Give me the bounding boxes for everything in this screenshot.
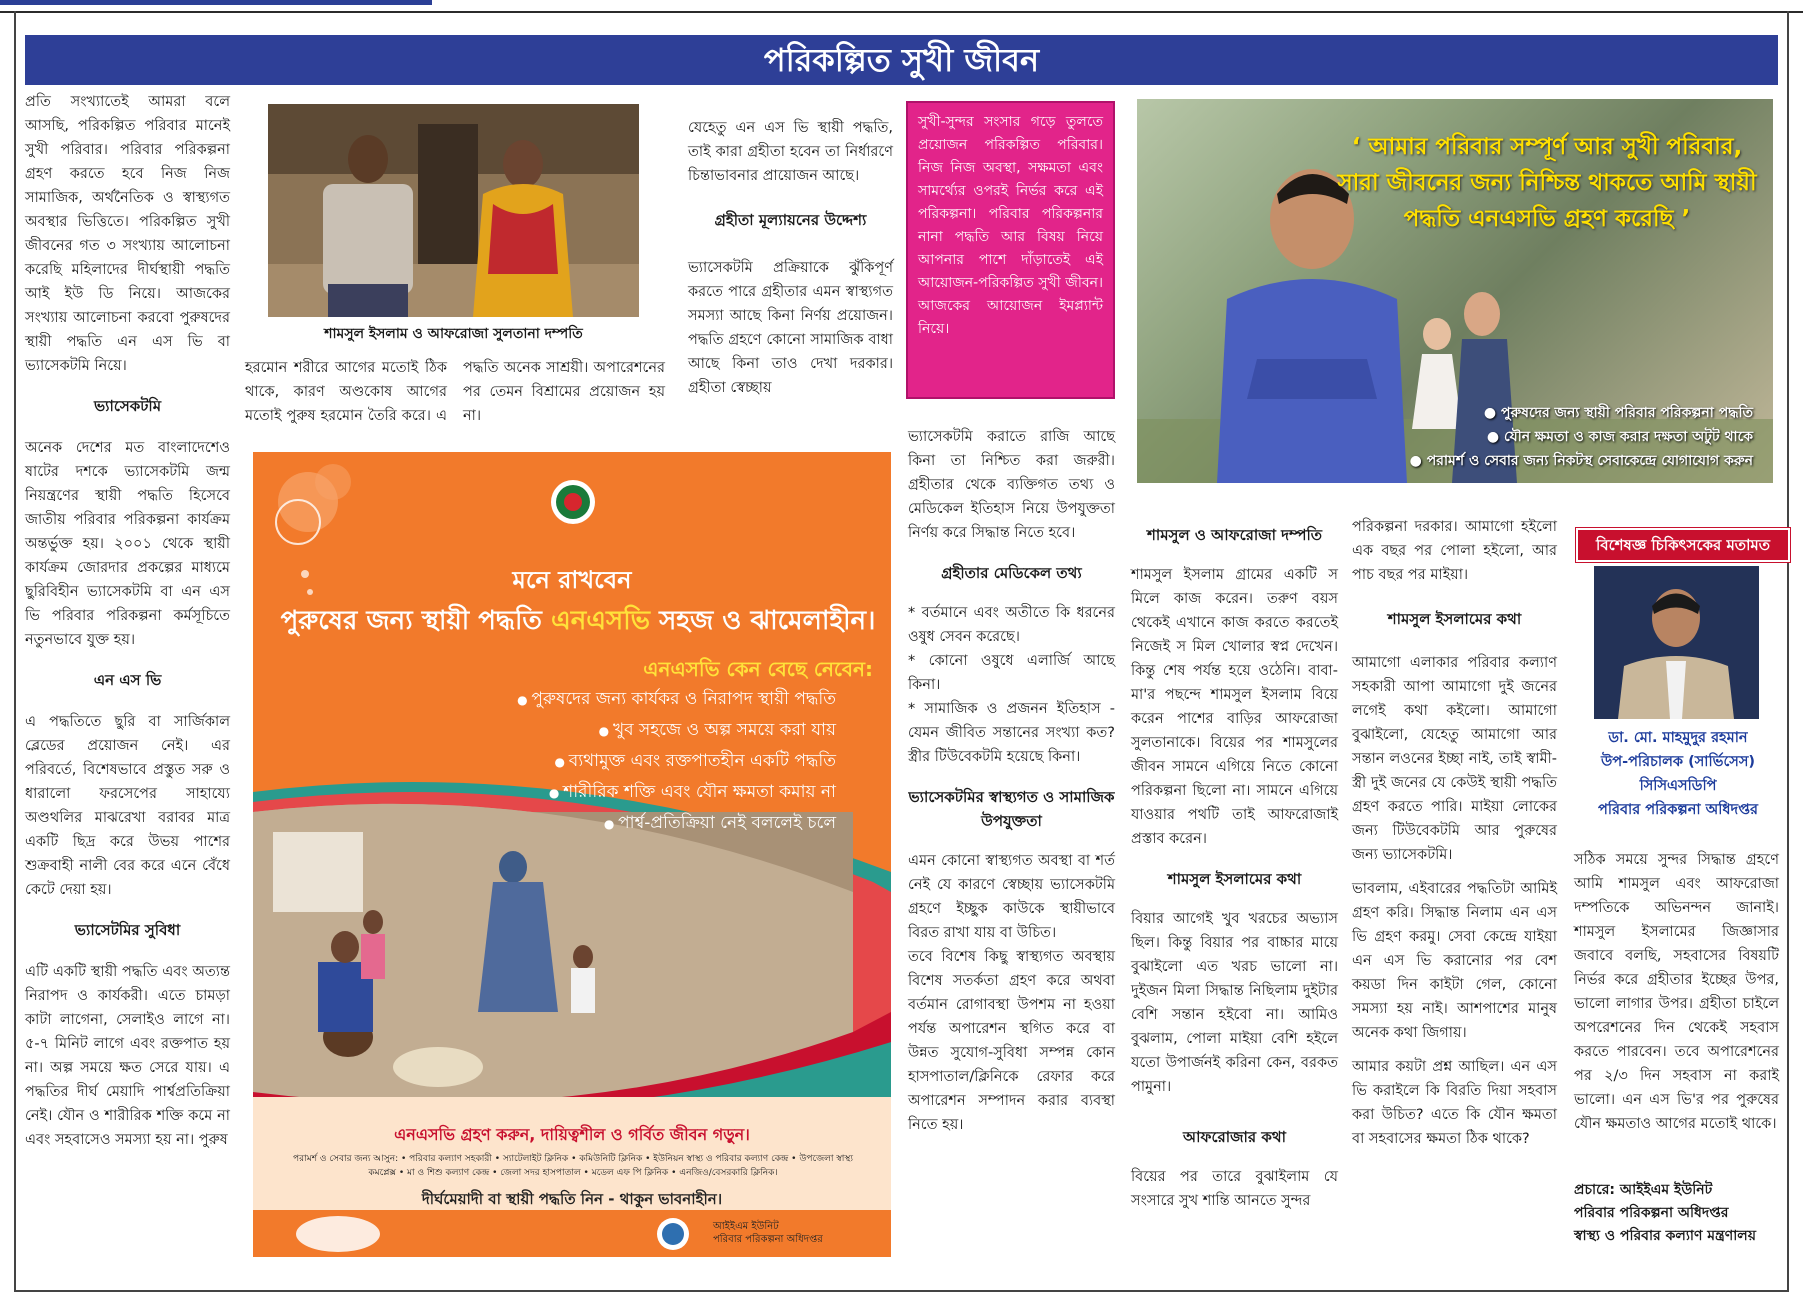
frame-right-rule <box>1787 11 1789 1292</box>
expert-photo <box>1594 566 1759 719</box>
consent-paragraph: ভ্যাসেকটমি করাতে রাজি আছে কিনা তা নিশ্চিত করা জরুরী। গ্রহীতার থেকে ব্যক্তিগত তথ্য ও মেডিকেল ইতিহাস নিয়ে উপযুক্ততা নির্ণয় করে সিদ্ধান্ত নিতে হবে। <box>908 429 1115 541</box>
afroza-paragraph: বিয়ের পর তারে বুঝাইলাম যে সংসারে সুখ শান্তি আনতে সুন্দর <box>1131 1169 1338 1209</box>
suitability-paragraph: এমন কোনো স্বাস্থ্যগত অবস্থা বা শর্ত নেই যে কারণে স্বেচ্ছায় ভ্যাসেকটমি গ্রহণে ইচ্ছুক কাউকে স্থায়ীভাবে বিরত রাখা যায় বা উচিত। <box>908 853 1115 941</box>
heading-shamsul-words-2: শামসুল ইসলামের কথা <box>1387 610 1522 628</box>
poster-headline-post: সহজ ও ঝামেলাহীন। <box>650 606 876 636</box>
column-6 <box>1352 515 1557 1151</box>
vasectomy-paragraph: অনেক দেশের মত বাংলাদেশেও ষাটের দশকে ভ্যাসেকটমি জন্ম নিয়ন্ত্রণের স্থায়ী পদ্ধতি হিসেবে জাতীয় পরিবার পরিকল্পনা কার্যক্রম অন্তর্ভুক্ত হয়। ২০০১ থেকে স্থায়ী কার্যক্রম জোরদার প্রকল্পের মাধ্যমে ছুরিবিহীন ভ্যাসেকটমি বা এন এস ভি পরিবার পরিকল্পনা কর্মসূচিতে নতুনভাবে যুক্ত হয়। <box>25 440 230 648</box>
medical-item-3: * সামাজিক ও প্রজনন ইতিহাস - যেমন জীবিত সন্তানের সংখ্যা কত? স্ত্রীর টিউবেকটমি হয়েছে কিনা। <box>908 701 1115 765</box>
permanent-method-paragraph: যেহেতু এন এস ভি স্থায়ী পদ্ধতি, তাই কারা গ্রহীতা হবেন তা নির্ধারণে চিন্তাভাবনার প্রায়োজন আছে। <box>688 120 893 184</box>
nsv-paragraph: এ পদ্ধতিতে ছুরি বা সার্জিকাল ব্লেডের প্রয়োজন নেই। এর পরিবর্তে, বিশেষভাবে প্রস্তুত সরু ও ধারালো ফরসেপের সাহায্যে অণ্ডথলির মাঝরেখা বরাবর মাত্র একটি ছিদ্র করে উভয় পাশের শুক্রবাহী নালী বের করে এনে বেঁধে কেটে দেয়া হয়। <box>25 714 230 898</box>
poster-unit-line-2: পরিবার পরিকল্পনা অধিদপ্তর <box>713 1234 823 1245</box>
poster-bullet-3: ● ব্যথামুক্ত এবং রক্তপাতহীন একটি পদ্ধতি <box>554 748 836 776</box>
poster-unit-line-1: আইইএম ইউনিট <box>713 1221 779 1232</box>
poster-headline-highlight: এনএসভি <box>550 606 651 636</box>
nsv-poster <box>253 452 891 1257</box>
poster-bullet-1: ● পুরুষদের জন্য কার্যকর ও নিরাপদ স্থায়ী পদ্ধতি <box>517 686 836 714</box>
assessment-paragraph: ভ্যাসেকটমি প্রক্রিয়াকে ঝুঁকিপূর্ণ করতে পারে গ্রহীতার এমন স্বাস্থ্যগত সমস্যা আছে কিনা নির্ণয় প্রয়োজন। পদ্ধতি গ্রহণে কোনো সামাজিক বাধা আছে কিনা তাও দেখা দরকার। গ্রহীতা স্বেচ্ছায় <box>688 260 893 396</box>
column-5 <box>1131 515 1338 1213</box>
couple-photo-illustration <box>268 104 639 317</box>
poster-why-heading: এনএসভি কেন বেছে নেবেন: <box>643 657 873 681</box>
testimonial-bullet-1: ● পুরুষদের জন্য স্থায়ী পরিবার পরিকল্পনা পদ্ধতি <box>1484 401 1753 425</box>
shamsul-paragraph: বিয়ার আগেই খুব খরচের অভ্যাস ছিল। কিন্তু বিয়ার পর বাচ্চার মায়ে বুঝাইলো এত খরচ ভালো না। দুইজন মিলা সিদ্ধান্ত নিছিলাম দুইটার বেশি সন্তান হইবো না। আমিও বুঝলাম, পোলা মাইয়া বেশি হইলে যতো উপার্জনই করিনা কেন, বরকত পামুনা। <box>1131 911 1338 1095</box>
column-4 <box>908 425 1115 1137</box>
credit-line-2: পরিবার পরিকল্পনা অধিদপ্তর <box>1574 1205 1729 1221</box>
expert-opinion-column <box>1574 848 1779 1136</box>
testimonial-quote: ‘ আমার পরিবার সম্পূর্ণ আর সুখী পরিবার, সারা জীবনের জন্য নিশ্চিন্ত থাকতে আমি স্থায়ী পদ্ধতি এনএসভি গ্রহণ করেছি ’ <box>1337 134 1757 232</box>
top-accent-bar <box>0 0 432 5</box>
testimonial-photo <box>1137 99 1773 483</box>
heading-suitability: ভ্যাসেকটমির স্বাস্থ্যগত ও সামাজিক উপযুক্ততা <box>908 788 1115 830</box>
poster-contact-list: পরামর্শ ও সেবার জন্য আসুন: • পরিবার কল্যাণ সহকারী • স্যাটেলাইট ক্লিনিক • কমিউনিটি ক্লিনিক • ইউনিয়ন স্বাস্থ্য ও পরিবার কল্যাণ কেন্দ্র • উপজেলা স্বাস্থ্য কমপ্লেক্স • মা ও শিশু কল্যাণ কেন্দ্র • জেলা সদর হাসপাতাল • মডেল এফ পি ক্লিনিক • এনজিও/বেসরকারি ক্লিনিক। <box>293 1154 853 1178</box>
planning-paragraph: পরিকল্পনা দরকার। আমাগো হইলো এক বছর পর পোলা হইলো, আর পাচ বছর পর মাইয়া। <box>1352 519 1557 583</box>
column-1 <box>25 90 230 1152</box>
column-3 <box>688 116 893 400</box>
expert-title: উপ-পরিচালক (সার্ভিসেস) <box>1600 754 1756 770</box>
poster-tagline: দীর্ঘমেয়াদী বা স্থায়ী পদ্ধতি নিন - থাকুন ভাবনাহীন। <box>421 1190 723 1208</box>
frame-top-rule <box>0 11 1803 13</box>
expert-opinion-label: বিশেষজ্ঞ চিকিৎসকের মতামত <box>1576 528 1790 562</box>
decision-paragraph: ভাবলাম, এইবারের পদ্ধতিটা আমিই গ্রহণ করি। সিদ্ধান্ত নিলাম এন এস ভি গ্রহণ করমু। সেবা কেন্দ্রে যাইয়া এন এস ভি করানোর পর বেশ কয়ডা দিন কাইটা গেল, কোনো সমস্যা হয় নাই। আশপাশের মানুষ অনেক কথা জিগায়। <box>1352 881 1557 1041</box>
spacer <box>1352 1045 1557 1055</box>
heading-afroza-words: আফরোজার কথা <box>1183 1128 1286 1146</box>
testimonial-bullet-2: ● যৌন ক্ষমতা ও কাজ করার দক্ষতা অটুট থাকে <box>1487 425 1753 449</box>
hormone-paragraph: হরমোন শরীরে আগের মতোই ঠিক থাকে, কারণ অণ্ডকোষ আগের মতোই পুরুষ হরমোন তৈরি করে। এ পদ্ধতি অনেক সাশ্রয়ী। অপারেশনের পর তেমন বিশ্রামের প্রয়োজন হয় না। <box>245 360 665 424</box>
medical-item-1: * বর্তমানে এবং অতীতে কি ধরনের ওষুধ সেবন করেছে। <box>908 605 1115 645</box>
expert-credentials <box>1560 726 1796 822</box>
poster-bullet-2: ● খুব সহজে ও অল্প সময়ে করা যায় <box>599 717 836 745</box>
poster-bullet-5: ● পার্শ্ব-প্রতিক্রিয়া নেই বললেই চলে <box>604 810 836 838</box>
column-2-text <box>245 356 665 428</box>
poster-headline <box>273 600 883 644</box>
frame-bottom-rule <box>14 1290 1789 1292</box>
heading-vasectomy: ভ্যাসেকটমি <box>93 397 162 415</box>
poster-bullet-4: ● শারীরিক শক্তি এবং যৌন ক্ষমতা কমায় না <box>549 779 836 807</box>
couple-photo-caption: শামসুল ইসলাম ও আফরোজা সুলতানা দম্পতি <box>324 326 583 342</box>
poster-headline-pre: পুরুষের জন্য স্থায়ী পদ্ধতি <box>280 606 551 636</box>
poster-cta: এনএসভি গ্রহণ করুন, দায়িত্বশীল ও গর্বিত জীবন গড়ুন। <box>394 1125 750 1144</box>
testimonial-bullet-3: ● পরামর্শ ও সেবার জন্য নিকটস্থ সেবাকেন্দ্রে যোগাযোগ করুন <box>1410 449 1753 473</box>
spacer <box>1352 867 1557 877</box>
intro-highlight-box: সুখী-সুন্দর সংসার গড়ে তুলতে প্রয়োজন পরিকল্পিত পরিবার। নিজ নিজ অবস্থা, সক্ষমতা এবং সামর্থ্যের ওপরই নির্ভর করে এই পরিকল্পনা। পরিবার পরিকল্পনার নানা পদ্ধতি আর বিষয় নিয়ে আপনার পাশে দাঁড়াতেই এই আয়োজন-পরিকল্পিত সুখী জীবন। আজকের আয়োজন ইমপ্ল্যান্ট নিয়ে। <box>906 101 1115 399</box>
heading-shamsul-words: শামসুল ইসলামের কথা <box>1167 870 1302 888</box>
poster-unit-text <box>713 1220 823 1246</box>
heading-nsv: এন এস ভি <box>93 671 162 689</box>
couple-photo <box>268 104 639 317</box>
medical-item-2: * কোনো ওষুধে এলার্জি আছে কিনা। <box>908 653 1115 693</box>
publisher-credit <box>1574 1179 1789 1248</box>
page-title: পরিকল্পিত সুখী জীবন <box>25 35 1778 85</box>
question-paragraph: আমার কয়টা প্রশ্ন আছিল। এন এস ভি করাইলে কি বিরতি দিয়া সহবাস করা উচিত? এতে কি যৌন ক্ষমতা বা সহবাসের ক্ষমতা ঠিক থাকে? <box>1352 1059 1557 1147</box>
couple-story-paragraph: শামসুল ইসলাম গ্রামের একটি স মিলে কাজ করেন। তরুণ বয়স থেকেই এখানে কাজ করতে করতেই নিজেই স মিল খোলার স্বপ্ন দেখেন। কিন্তু শেষ পর্যন্ত হয়ে ওঠেনি। বাবা-মা'র পছন্দে শামসুল ইসলাম বিয়ে করেন পাশের বাড়ির আফরোজা সুলতানাকে। বিয়ের পর শামসুলের জীবন সামনে এগিয়ে নিতে কোনো পরিকল্পনা ছিলো না। সামনে এগিয়ে যাওয়ার পথটি তাই আফরোজাই প্রস্তাব করেন। <box>1131 567 1338 847</box>
benefits-paragraph: এটি একটি স্থায়ী পদ্ধতি এবং অত্যন্ত নিরাপদ ও কার্যকরী। এতে চামড়া কাটা লাগেনা, সেলাইও লাগে না। ৫-৭ মিনিট লাগে এবং রক্তপাত হয় না। অল্প সময়ে ক্ষত সেরে যায়। এ পদ্ধতির দীর্ঘ মেয়াদি পার্শ্বপ্রতিক্রিয়া নেই। যৌন ও শারীরিক শক্তি কমে না এবং সহবাসেও সমস্যা হয় না। পুরুষ <box>25 964 230 1148</box>
expert-org-2: পরিবার পরিকল্পনা অধিদপ্তর <box>1598 802 1758 818</box>
heading-medical-info: গ্রহীতার মেডিকেল তথ্য <box>941 564 1082 582</box>
precaution-paragraph: তবে বিশেষ কিছু স্বাস্থ্যগত অবস্থায় বিশেষ সতর্কতা গ্রহণ করে অথবা বর্তমান রোগাবস্থা উপশম না হওয়া পর্যন্ত অপারেশন স্থগিত করে বা উন্নত সুযোগ-সুবিধা সম্পন্ন কোন হাসপাতাল/ক্লিনিকে রেফার করে অপারেশন সম্পাদন করার ব্যবস্থা নিতে হয়। <box>908 949 1115 1133</box>
counseling-paragraph: আমাগো এলাকার পরিবার কল্যাণ সহকারী আপা আমাগো দুই জনের লগেই কথা কইলো। আমাগো বুঝাইলো, যেহেতু আমাগো আর সন্তান লওনের ইচ্ছা নাই, তাই স্বামী-স্ত্রী দুই জনের যে কেউই স্থায়ী পদ্ধতি গ্রহণ করতে পারি। মাইয়া লোকের জন্য টিউবেকটমি আর পুরুষের জন্য ভ্যাসেকটমি। <box>1352 655 1557 863</box>
heading-client-assessment: গ্রহীতা মূল্যায়নের উদ্দেশ্য <box>714 211 867 229</box>
expert-opinion-text: সঠিক সময়ে সুন্দর সিদ্ধান্ত গ্রহণে আমি শামসুল এবং আফরোজা দম্পতিকে অভিনন্দন জানাই। শামসুল ইসলামের জিজ্ঞাসার জবাবে বলছি, সহবাসের বিষয়টি নির্ভর করে গ্রহীতার ইচ্ছের উপর, ভালো লাগার উপর। গ্রহীতা চাইলে অপরেশনের দিন থেকেই সহবাস করতে পারবেন। তবে অপারেশনের পর ২/৩ দিন সহবাস না করাই ভালো। এন এস ভি'র পর পুরুষের যৌন ক্ষমতাও আগের মতোই থাকে। <box>1574 852 1779 1132</box>
expert-photo-illustration <box>1594 566 1759 719</box>
expert-org-1: সিসিএসডিপি <box>1639 778 1717 794</box>
poster-remember: মনে রাখবেন <box>512 566 632 594</box>
credit-line-1: প্রচারে: আইইএম ইউনিট <box>1574 1182 1713 1198</box>
heading-couple: শামসুল ও আফরোজা দম্পতি <box>1146 526 1322 544</box>
intro-paragraph: প্রতি সংখ্যাতেই আমরা বলে আসছি, পরিকল্পিত পরিবার মানেই সুখী পরিবার। পরিবার পরিকল্পনা গ্রহণ করতে হবে নিজ নিজ সামাজিক, অর্থনৈতিক ও স্বাস্থ্যগত অবস্থার ভিত্তিতে। পরিকল্পিত সুখী জীবনের গত ৩ সংখ্যায় আলোচনা করেছি মহিলাদের দীর্ঘস্থায়ী পদ্ধতি আই ইউ ডি নিয়ে। আজকের সংখ্যায় আলোচনা করবো পুরুষদের স্থায়ী পদ্ধতি এন এস ভি বা ভ্যাসেকটমি নিয়ে। <box>25 94 230 374</box>
credit-line-3: স্বাস্থ্য ও পরিবার কল্যাণ মন্ত্রণালয় <box>1574 1228 1756 1244</box>
frame-left-rule <box>14 11 16 1292</box>
heading-benefits: ভ্যাসেটমির সুবিধা <box>74 921 181 939</box>
expert-name: ডা. মো. মাহমুদুর রহমান <box>1608 730 1748 746</box>
